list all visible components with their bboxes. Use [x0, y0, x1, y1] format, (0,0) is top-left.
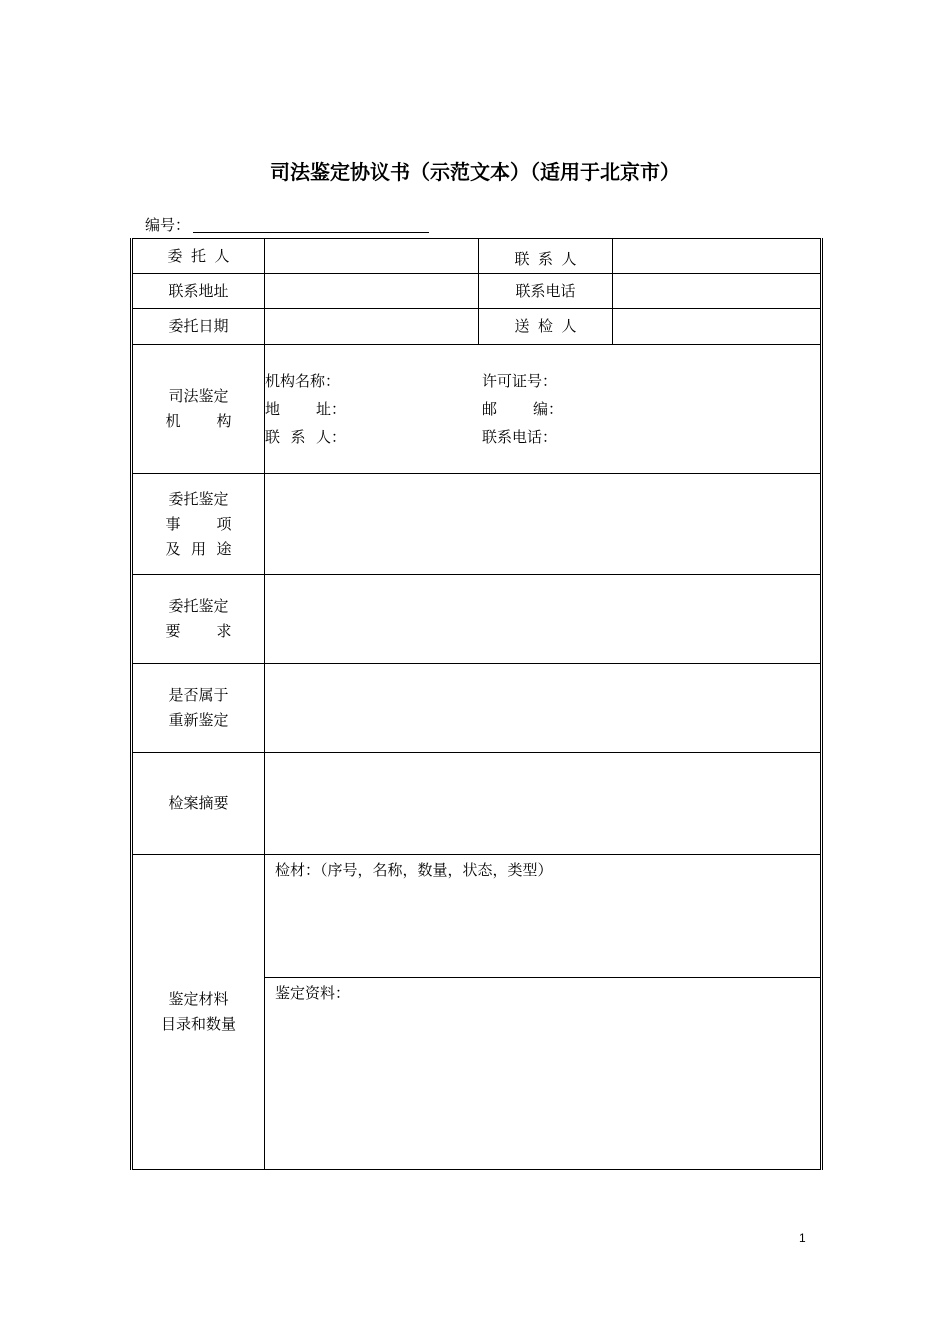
client-label-text [168, 244, 230, 269]
glyph: 途 [216, 539, 232, 558]
samples-label: 检材：（序号，名称，数量，状态，类型） [275, 861, 553, 879]
case-summary-field[interactable] [265, 753, 822, 855]
glyph: 联 [514, 249, 530, 268]
glyph: 及 [165, 539, 181, 558]
glyph: 构 [216, 412, 232, 430]
requirement-label [132, 575, 265, 664]
institution-name-label: 机构名称： [265, 372, 341, 390]
commission-date-field[interactable] [265, 309, 479, 345]
matter-field[interactable] [265, 474, 822, 575]
glyph: 址 [315, 400, 331, 418]
institution-address-label [265, 395, 331, 423]
page-number: 1 [799, 1231, 806, 1245]
serial-number-label: 编号： [145, 216, 191, 234]
client-label [132, 239, 265, 274]
requirement-label-line2 [166, 619, 232, 644]
document-title: 司法鉴定协议书（示范文本）（适用于北京市） [270, 160, 680, 184]
institution-contact-colon: ： [331, 428, 347, 446]
glyph: 人 [561, 249, 577, 268]
reappraisal-label [132, 664, 265, 753]
reappraisal-label-line1: 是否属于 [168, 686, 229, 704]
submitter-label-text [515, 314, 577, 339]
glyph: 编 [532, 400, 548, 418]
institution-contact-label [265, 423, 331, 451]
institution-label [132, 345, 265, 474]
institution-label-line1: 司法鉴定 [168, 387, 229, 405]
documents-label: 鉴定资料： [275, 984, 351, 1002]
glyph: 检 [537, 317, 553, 335]
materials-label [132, 855, 265, 1170]
contact-person-field[interactable] [613, 239, 822, 274]
glyph: 事 [165, 514, 181, 533]
glyph: 人 [561, 317, 577, 335]
glyph: 地 [265, 400, 281, 418]
glyph: 项 [216, 514, 232, 533]
glyph: 机 [165, 412, 181, 430]
glyph: 送 [514, 317, 530, 335]
glyph: 委 [167, 246, 183, 265]
materials-label-line2: 目录和数量 [160, 1015, 236, 1033]
contact-address-field[interactable] [265, 274, 479, 309]
glyph: 联 [265, 428, 281, 446]
postcode-label [482, 395, 548, 423]
matter-label [132, 474, 265, 575]
institution-phone-label: 联系电话： [482, 428, 558, 446]
glyph: 人 [214, 246, 230, 265]
contact-address-label: 联系地址 [132, 274, 265, 309]
materials-label-line1: 鉴定材料 [168, 990, 229, 1008]
contact-person-label [479, 239, 613, 274]
glyph: 邮 [482, 400, 498, 418]
glyph: 要 [165, 622, 181, 640]
client-field[interactable] [265, 239, 479, 274]
glyph: 系 [290, 428, 306, 446]
submitter-field[interactable] [613, 309, 822, 345]
institution-address-colon: ： [331, 400, 347, 418]
contact-phone-label: 联系电话 [479, 274, 613, 309]
glyph: 人 [315, 428, 331, 446]
matter-label-line1: 委托鉴定 [168, 489, 229, 508]
reappraisal-label-line2: 重新鉴定 [168, 711, 229, 729]
postcode-colon: ： [548, 400, 564, 418]
matter-label-line2 [166, 512, 232, 537]
contact-phone-field[interactable] [613, 274, 822, 309]
institution-info[interactable] [265, 345, 822, 474]
glyph: 求 [216, 622, 232, 640]
samples-field[interactable] [265, 855, 822, 978]
institution-label-line2 [166, 409, 232, 434]
matter-label-line3 [166, 537, 232, 562]
agreement-form-table [130, 238, 823, 1170]
requirement-field[interactable] [265, 575, 822, 664]
glyph: 托 [190, 246, 206, 265]
requirement-label-line1: 委托鉴定 [168, 597, 229, 615]
submitter-label [479, 309, 613, 345]
glyph: 用 [190, 539, 206, 558]
license-number-label: 许可证号： [482, 372, 558, 390]
glyph: 系 [537, 249, 553, 268]
contact-person-label-text [515, 247, 577, 272]
documents-field[interactable] [265, 978, 822, 1170]
serial-number-field[interactable] [193, 232, 429, 233]
commission-date-label: 委托日期 [132, 309, 265, 345]
case-summary-label: 检案摘要 [132, 753, 265, 855]
reappraisal-field[interactable] [265, 664, 822, 753]
